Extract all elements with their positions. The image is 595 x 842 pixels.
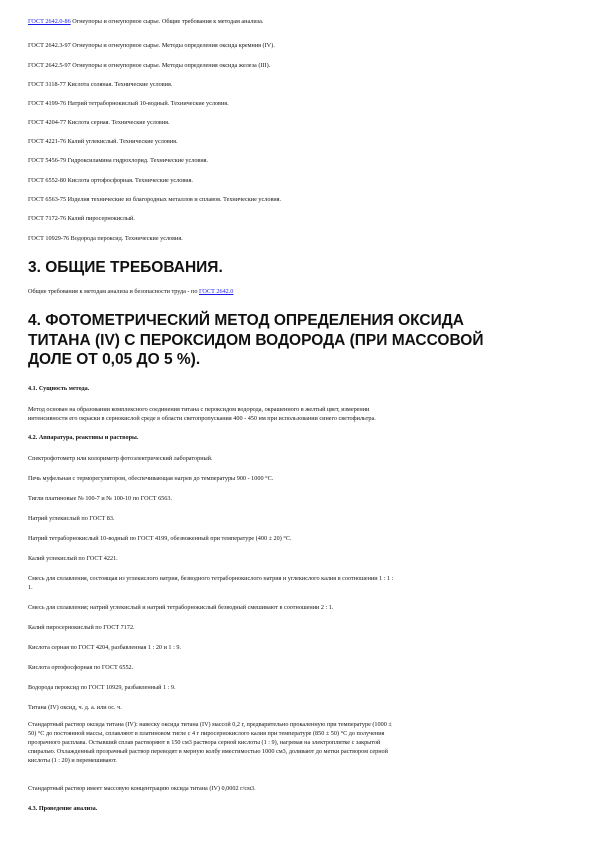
reference-line: ГОСТ 6563-75 Изделия технические из благородных металлов и сплавов. Технические условия.	[28, 196, 282, 203]
reference-line: ГОСТ 4199-76 Натрий тетраборнокислый 10-водный. Технические условия.	[28, 100, 229, 107]
reference-line: ГОСТ 2642.3-97 Огнеупоры и огнеупорное сырье. Методы определения оксида кремния (IV).	[28, 42, 275, 49]
gost-link[interactable]: ГОСТ 2642.0	[198, 288, 234, 295]
subsection-4-3-heading: 4.3. Проведение анализа.	[28, 805, 98, 812]
list-item: Стандартный раствор имеет массовую концентрацию оксида титана (IV) 0,0002 г/см3.	[28, 785, 256, 792]
list-item: Калий углекислый по ГОСТ 4221.	[28, 555, 118, 562]
list-item: Спектрофотометр или колориметр фотоэлектрический лабораторный.	[28, 455, 213, 462]
reference-line: ГОСТ 10929-76 Водорода пероксид. Технические условия.	[28, 235, 183, 242]
section-4-heading: 4. ФОТОМЕТРИЧЕСКИЙ МЕТОД ОПРЕДЕЛЕНИЯ ОКСИДА ТИТАНА (IV) С ПЕРОКСИДОМ ВОДОРОДА (ПРИ МАССОВОЙ ДОЛЕ ОТ 0,05 ДО 5 %).	[28, 312, 484, 368]
reference-line: ГОСТ 3118-77 Кислота соляная. Технические условия.	[28, 81, 173, 88]
list-item: Натрий углекислый по ГОСТ 83.	[28, 515, 115, 522]
list-item: Кислота серная по ГОСТ 4204, разбавленная 1 : 20 и 1 : 9.	[28, 644, 181, 651]
reference-line: ГОСТ 4204-77 Кислота серная. Технические условия.	[28, 119, 170, 126]
reference-line: ГОСТ 5456-79 Гидроксиламина гидрохлорид. Технические условия.	[28, 157, 209, 164]
list-item: Печь муфельная с терморегулятором, обеспечивающая нагрев до температуры 900 - 1000 °С.	[28, 475, 274, 482]
list-item: Смесь для сплавления; натрий углекислый и натрий тетраборнокислый безводный смешивают в соотношении 2 : 1.	[28, 604, 334, 611]
paragraph: Метод основан на образовании комплексного соединения титана с пероксидом водорода, окрашенного в желтый цвет, измерении интенсивности его окраски в сернокислой среде в области светопропускания 400 - 450 нм при использовании синего светофильтра.	[28, 406, 376, 422]
reference-line: ГОСТ 6552-80 Кислота ортофосфорная. Технические условия.	[28, 177, 193, 184]
list-item: Титана (IV) оксид, ч. д. а. или ос. ч.	[28, 704, 122, 711]
list-item: Калий пиросернокислый по ГОСТ 7172.	[28, 624, 135, 631]
section-3-heading: 3. ОБЩИЕ ТРЕБОВАНИЯ.	[28, 259, 223, 276]
section-3-text: Общие требования к методам анализа и безопасности труда - по ГОСТ 2642.0	[28, 288, 234, 295]
reference-line: ГОСТ 4221-76 Калий углекислый. Технические условия.	[28, 138, 178, 145]
subsection-4-1-heading: 4.1. Сущность метода.	[28, 385, 90, 392]
reference-line: ГОСТ 2642.5-97 Огнеупоры и огнеупорное сырье. Методы определения оксида железа (III).	[28, 62, 271, 69]
reference-line: ГОСТ 2642.0-86 Огнеупоры и огнеупорное сырье. Общие требования к методам анализа.	[28, 18, 264, 25]
list-item: Натрий тетраборнокислый 10-водный по ГОСТ 4199, обезвоженный при температуре (400 ± 20) °С.	[28, 535, 292, 542]
reference-line: ГОСТ 7172-76 Калий пиросернокислый.	[28, 215, 135, 222]
reference-link[interactable]: ГОСТ 2642.0-86	[28, 18, 71, 25]
list-item: Смесь для сплавления, состоящая из углекислого натрия, безводного тетраборнокислого натрия и углекислого калия в соотношении 1 : 1 : 1.	[28, 575, 394, 591]
list-item: Кислота ортофосфорная по ГОСТ 6552.	[28, 664, 134, 671]
list-item: Стандартный раствор оксида титана (IV): навеску оксида титана (IV) массой 0,2 г, предварительно прокаленную при температуре (1000 ± 50) °С до постоянной массы, сплавляют в платиновом тигле с 4 г пиросернокислого калия при температуре (850 ± 50) °С до получения прозрачного расплава. Остывший сплав растворяют в 150 см3 раствора серной кислоты (1 : 9), нагревая на электроплитке с закрытой спиралью. Охлажденный прозрачный раствор переводят в мерную колбу вместимостью 1000 см3, доливают до метки раствором серной кислоты (1 : 20) и перемешивают.	[28, 721, 392, 764]
subsection-4-2-heading: 4.2. Аппаратура, реактивы и растворы.	[28, 434, 139, 441]
list-item: Тигли платиновые № 100-7 и № 100-10 по ГОСТ 6563.	[28, 495, 172, 502]
list-item: Водорода пероксид по ГОСТ 10929, разбавленный 1 : 9.	[28, 684, 176, 691]
